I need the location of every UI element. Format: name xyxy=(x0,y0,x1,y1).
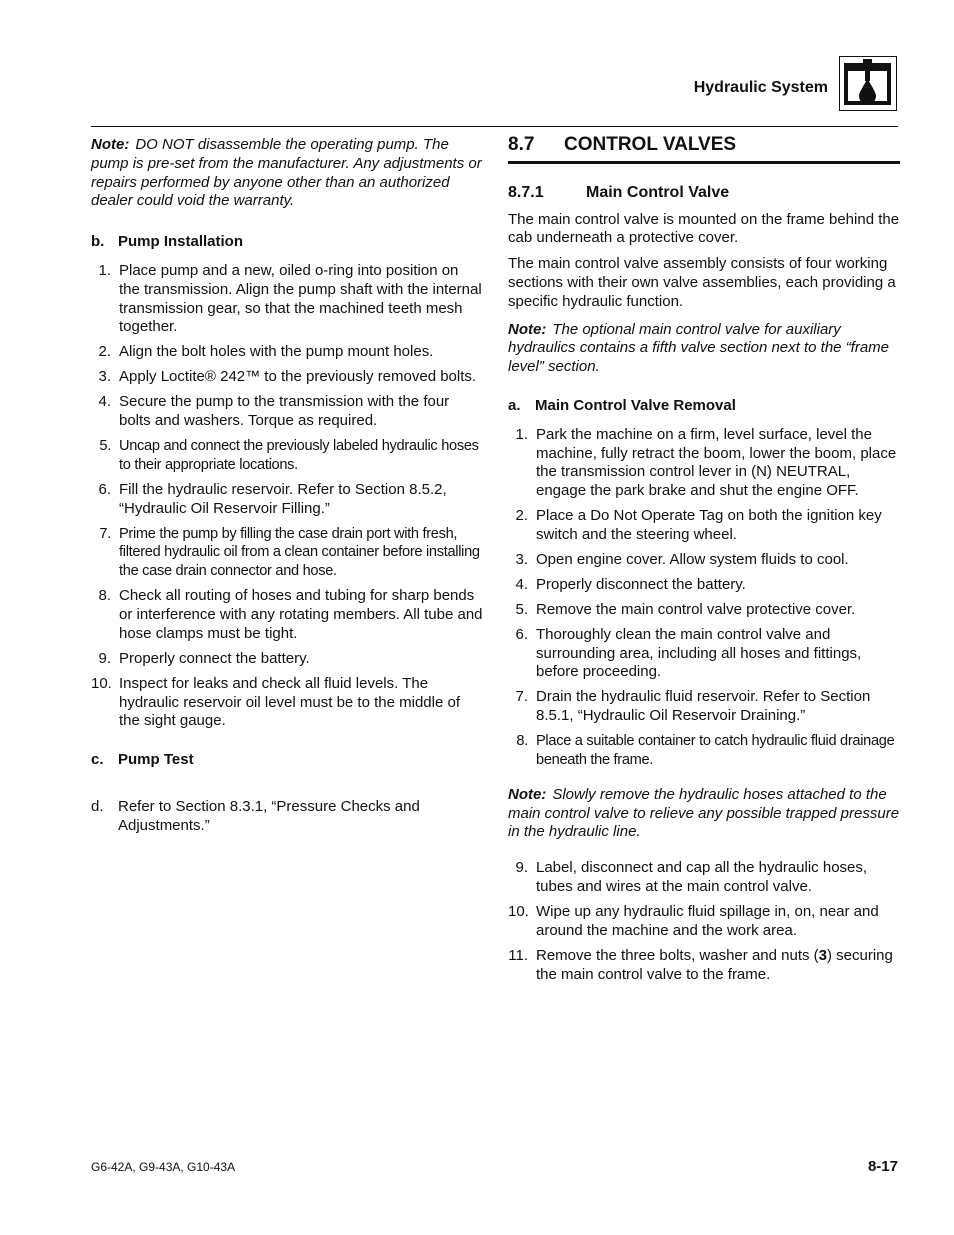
list-item xyxy=(508,426,900,501)
step-text: Apply Loctite® 242™ to the previously removed bolts. xyxy=(119,368,477,386)
step-number: 9. xyxy=(515,859,528,877)
pump-test-heading: c. Pump Test xyxy=(91,751,194,769)
step-number: 2. xyxy=(515,507,528,525)
list-item xyxy=(91,343,483,362)
list-item xyxy=(91,675,483,731)
list-item xyxy=(91,525,483,581)
step-text: Wipe up any hydraulic fluid spillage in, on, near and around the machine and the work area. xyxy=(536,903,879,939)
right-column xyxy=(508,136,900,996)
step-number: 5. xyxy=(515,600,528,618)
step-text: Prime the pump by filling the case drain port with fresh, filtered hydraulic oil from a clean container before installing the case drain connector and hose. xyxy=(119,525,480,580)
step-text: Place a Do Not Operate Tag on both the ignition key switch and the steering wheel. xyxy=(536,507,882,543)
step-number: 8. xyxy=(516,733,528,750)
page-number: 8-17 xyxy=(867,1158,898,1175)
removal-steps xyxy=(508,426,900,770)
list-item xyxy=(508,859,900,897)
step-text: Align the bolt holes with the pump mount holes. xyxy=(119,343,434,361)
removal-steps-continued xyxy=(508,859,900,984)
paragraph-assembly: The main control valve assembly consists of four working sections with their own valve assemblies, each providing a specific hydraulic function. xyxy=(508,255,896,310)
step-number: 5. xyxy=(99,438,111,455)
list-item xyxy=(508,947,900,985)
note-text: DO NOT disassemble the operating pump. The pump is pre-set from the manufacturer. Any adjustments or repairs performed by anyone other than an authorized dealer could void the warranty. xyxy=(91,136,482,210)
step-number: 1. xyxy=(515,425,528,443)
note-label: Note: xyxy=(91,136,130,153)
step-text: Remove the main control valve protective cover. xyxy=(536,600,856,618)
pump-installation-heading: b. Pump Installation xyxy=(91,233,244,251)
step-number: 9. xyxy=(98,649,111,667)
step-number: 3. xyxy=(515,550,528,568)
step-text: Properly connect the battery. xyxy=(119,649,310,667)
step-number: 7. xyxy=(515,688,528,706)
step-text: Inspect for leaks and check all fluid levels. The hydraulic reservoir oil level must be to the middle of the sight gauge. xyxy=(119,674,460,730)
list-item xyxy=(91,262,483,337)
list-item xyxy=(91,587,483,643)
step-text: Secure the pump to the transmission with the four bolts and washers. Torque as required. xyxy=(119,393,450,430)
step-text: Park the machine on a firm, level surface, level the machine, fully retract the boom, lower the boom, place the transmission control lever in (N) NEUTRAL, engage the park brake and shut the engine OFF. xyxy=(536,425,897,500)
list-item xyxy=(508,903,900,941)
hoses-note: Note: Slowly remove the hydraulic hoses attached to the main control valve to relieve any possible trapped pressure in the hydraulic line. xyxy=(508,785,900,841)
list-item xyxy=(508,626,900,682)
step-number: 6. xyxy=(98,480,111,498)
step-text: Place a suitable container to catch hydraulic fluid drainage beneath the frame. xyxy=(536,733,895,769)
step-number: 6. xyxy=(515,625,528,643)
step-number: 3. xyxy=(98,368,111,386)
removal-heading: a. Main Control Valve Removal xyxy=(508,396,736,414)
step-text: Place pump and a new, oiled o-ring into position on the transmission. Align the pump shaft with the internal transmission gear, so that the machined teeth mesh together. xyxy=(119,261,482,336)
footer-models: G6-42A, G9-43A, G10-43A xyxy=(91,1160,236,1174)
left-column xyxy=(91,136,483,836)
list-item xyxy=(508,576,900,595)
step-text: Drain the hydraulic fluid reservoir. Refer to Section 8.5.1, “Hydraulic Oil Reservoir Draining.” xyxy=(536,688,871,725)
step-number: 11. xyxy=(508,946,528,964)
list-item xyxy=(508,507,900,545)
step-number: 4. xyxy=(98,393,111,411)
step-number: 2. xyxy=(98,343,111,361)
auxiliary-note: Note: The optional main control valve for auxiliary hydraulics contains a fifth valve section next to the “frame level” section. xyxy=(508,320,890,376)
list-item xyxy=(508,601,900,620)
list-item xyxy=(508,688,900,726)
step-number: 10. xyxy=(91,674,112,692)
step-text: Uncap and connect the previously labeled hydraulic hoses to their appropriate locations. xyxy=(119,438,479,473)
section-heading: 8.7 CONTROL VALVES xyxy=(508,136,900,164)
header-rule xyxy=(91,126,898,127)
running-header-title: Hydraulic System xyxy=(693,79,828,96)
pump-installation-steps xyxy=(91,262,483,731)
step-text: Remove the three bolts, washer and nuts ( xyxy=(536,946,819,964)
step-number: 4. xyxy=(515,575,528,593)
step-text: 3 xyxy=(818,946,827,964)
step-number: 1. xyxy=(98,261,111,279)
step-number: 8. xyxy=(98,587,111,605)
step-text: Fill the hydraulic reservoir. Refer to Section 8.5.2, “Hydraulic Oil Reservoir Filling.” xyxy=(119,480,447,517)
list-item xyxy=(508,551,900,570)
list-item xyxy=(91,437,483,475)
list-item xyxy=(508,732,900,770)
list-item xyxy=(91,393,483,431)
list-item xyxy=(91,368,483,387)
hydraulic-fluid-drop-icon xyxy=(839,56,897,111)
step-text: Thoroughly clean the main control valve and surrounding area, including all hoses and fittings, before proceeding. xyxy=(536,625,862,681)
paragraph-location: The main control valve is mounted on the frame behind the cab underneath a protective cover. xyxy=(508,210,900,247)
step-text: Open engine cover. Allow system fluids to cool. xyxy=(536,550,849,568)
step-text: Check all routing of hoses and tubing for sharp bends or interference with any rotating members. All tube and hose clamps must be tight. xyxy=(119,587,483,642)
step-text: Properly disconnect the battery. xyxy=(536,575,746,593)
warranty-note xyxy=(91,136,483,211)
step-text: ) securing the main control valve to the frame. xyxy=(536,946,893,983)
step-number: 10. xyxy=(508,903,529,920)
subsection-heading: 8.7.1 Main Control Valve xyxy=(508,183,730,201)
step-number: 7. xyxy=(99,525,111,542)
list-item xyxy=(91,481,483,519)
list-item xyxy=(91,650,483,669)
pump-test-step: d. Refer to Section 8.3.1, “Pressure Checks and Adjustments.” xyxy=(91,798,420,834)
step-text: Label, disconnect and cap all the hydraulic hoses, tubes and wires at the main control valve. xyxy=(536,859,868,896)
